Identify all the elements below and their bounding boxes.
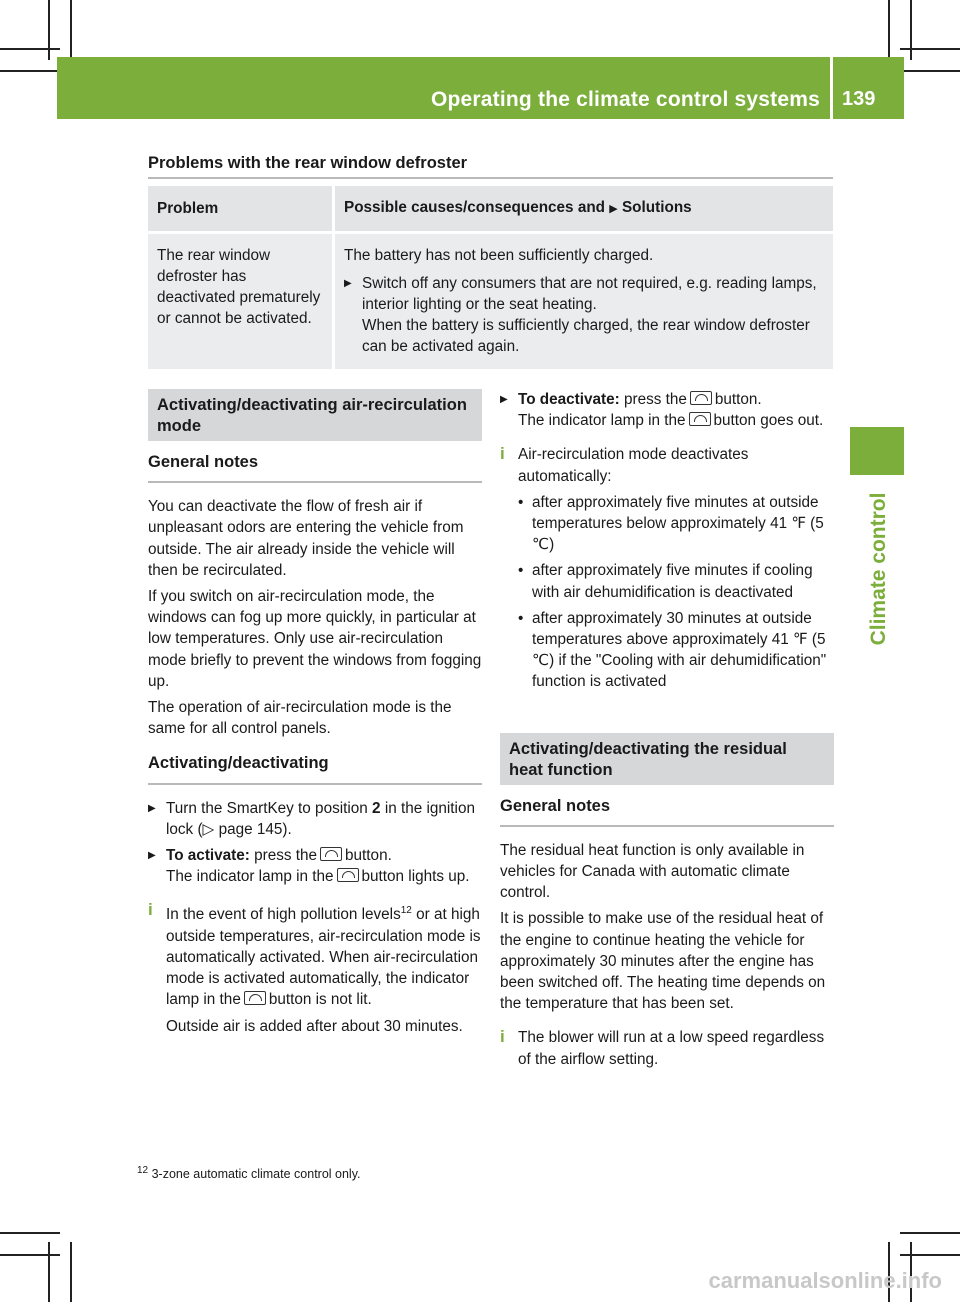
action-arrow-icon: ▶ [148,850,156,862]
list-item: • after approximately five minutes at outside temperatures below approximately 41 ℉ (5 ℃) [518,493,824,554]
air-recirculation-button-icon [320,847,342,861]
air-recirculation-button-icon [244,991,266,1005]
air-recirculation-button-icon [337,868,359,882]
action-arrow-icon: ▶ [344,278,352,289]
problems-table [148,186,833,369]
crop-mark [48,1242,50,1302]
list-item: • after approximately 30 minutes at outside temperatures above approximately 41 ℉ (5 ℃) if the "Cooling with air dehumidification" function is activated [518,609,827,691]
section-rule [148,177,833,179]
chapter-tab-marker [850,427,904,475]
solution-text: Switch off any consumers that are not required, e.g. reading lamps, interior lighting or the seat heating. [362,275,817,313]
crop-mark [900,48,960,50]
action-arrow-icon: ▶ [500,394,508,405]
page-number: 139 [842,88,876,110]
crop-mark [0,1232,60,1234]
table-header-solutions: Possible causes/consequences and ▶ Solutions [335,186,833,234]
page-ref-icon: ▷ [202,820,215,838]
cause-text: The battery has not been sufficiently charged. [344,247,654,264]
table-row [148,234,833,369]
instruction-step: ▶ To activate: press the button. The indicator lamp in the button lights up. [148,845,482,887]
table-header-problem: Problem [148,186,335,234]
general-notes-heading: General notes [500,796,834,827]
info-icon: i [148,900,153,920]
list-item: • after approximately five minutes if cooling with air dehumidification is deactivated [518,562,813,601]
paragraph: The operation of air-recirculation mode is the same for all control panels. [148,699,452,738]
paragraph: If you switch on air-recirculation mode, the windows can fog up more quickly, in particular at low temperatures. Only use air-recirculation mode briefly to prevent the windows from fogging up. [148,588,482,690]
solution-cell [335,234,833,369]
problem-cell: The rear window defroster has deactivated prematurely or cannot be activated. [148,234,335,369]
watermark: carmanualsonline.info [708,1268,942,1293]
general-notes-heading: General notes [148,452,482,483]
result-text: When the battery is sufficiently charged, the rear window defroster can be activated again. [362,317,810,355]
paragraph: Outside air is added after about 30 minutes. [166,1017,463,1035]
instruction-step: ▶ Turn the SmartKey to position 2 in the ignition lock (▷ page 145). [148,798,482,840]
action-arrow-icon: ▶ [148,802,156,814]
paragraph: It is possible to make use of the residual heat of the engine to continue heating the vehicle for approximately 30 minutes after the engine has been switched off. The heating time depends on the temperature that has been set. [500,910,826,1013]
crop-mark [0,48,60,50]
crop-mark [70,0,72,60]
activating-deactivating-heading: Activating/deactivating [148,753,482,784]
residual-heading-band: Activating/deactivating the residual heat function [500,733,834,785]
crop-mark [900,70,960,72]
air-recirculation-button-icon [689,412,711,426]
crop-mark [888,0,890,60]
info-icon: i [500,1027,505,1047]
info-note: i Air-recirculation mode deactivates automatically: [500,444,834,486]
instruction-step: ▶ To deactivate: press the button. The indicator lamp in the button goes out. [500,389,834,431]
recirc-heading-band: Activating/deactivating air-recirculation mode [148,389,482,441]
page-header-title: Operating the climate control systems [430,88,820,111]
left-column [148,389,482,1042]
info-icon: i [500,444,505,464]
problems-section-title: Problems with the rear window defroster [148,154,468,172]
header-divider [830,57,833,119]
crop-mark [48,0,50,60]
paragraph: The residual heat function is only available in vehicles for Canada with automatic climate control. [500,841,805,902]
crop-mark [0,1254,60,1256]
paragraph: You can deactivate the flow of fresh air if unpleasant odors are entering the vehicle from outside. The air already inside the vehicle will then be recirculated. [148,498,464,579]
crop-mark [0,70,60,72]
crop-mark [70,1242,72,1302]
footnote: $^{12}$ 3-zone automatic climate control only. [137,1165,361,1182]
info-note: i In the event of high pollution levels$^{12}$ or at high outside temperatures, air-recirculation mode is automatically activated. When air-recirculation mode is activated automatically, the indicator lamp in the button is not lit. [148,900,482,1010]
info-note: i The blower will run at a low speed regardless of the airflow setting. [500,1027,834,1069]
chapter-tab-label: Climate control [867,492,890,646]
crop-mark [910,0,912,60]
air-recirculation-button-icon [690,391,712,405]
crop-mark [900,1254,960,1256]
crop-mark [900,1232,960,1234]
action-arrow-icon: ▶ [609,203,618,215]
right-column [500,389,834,1075]
